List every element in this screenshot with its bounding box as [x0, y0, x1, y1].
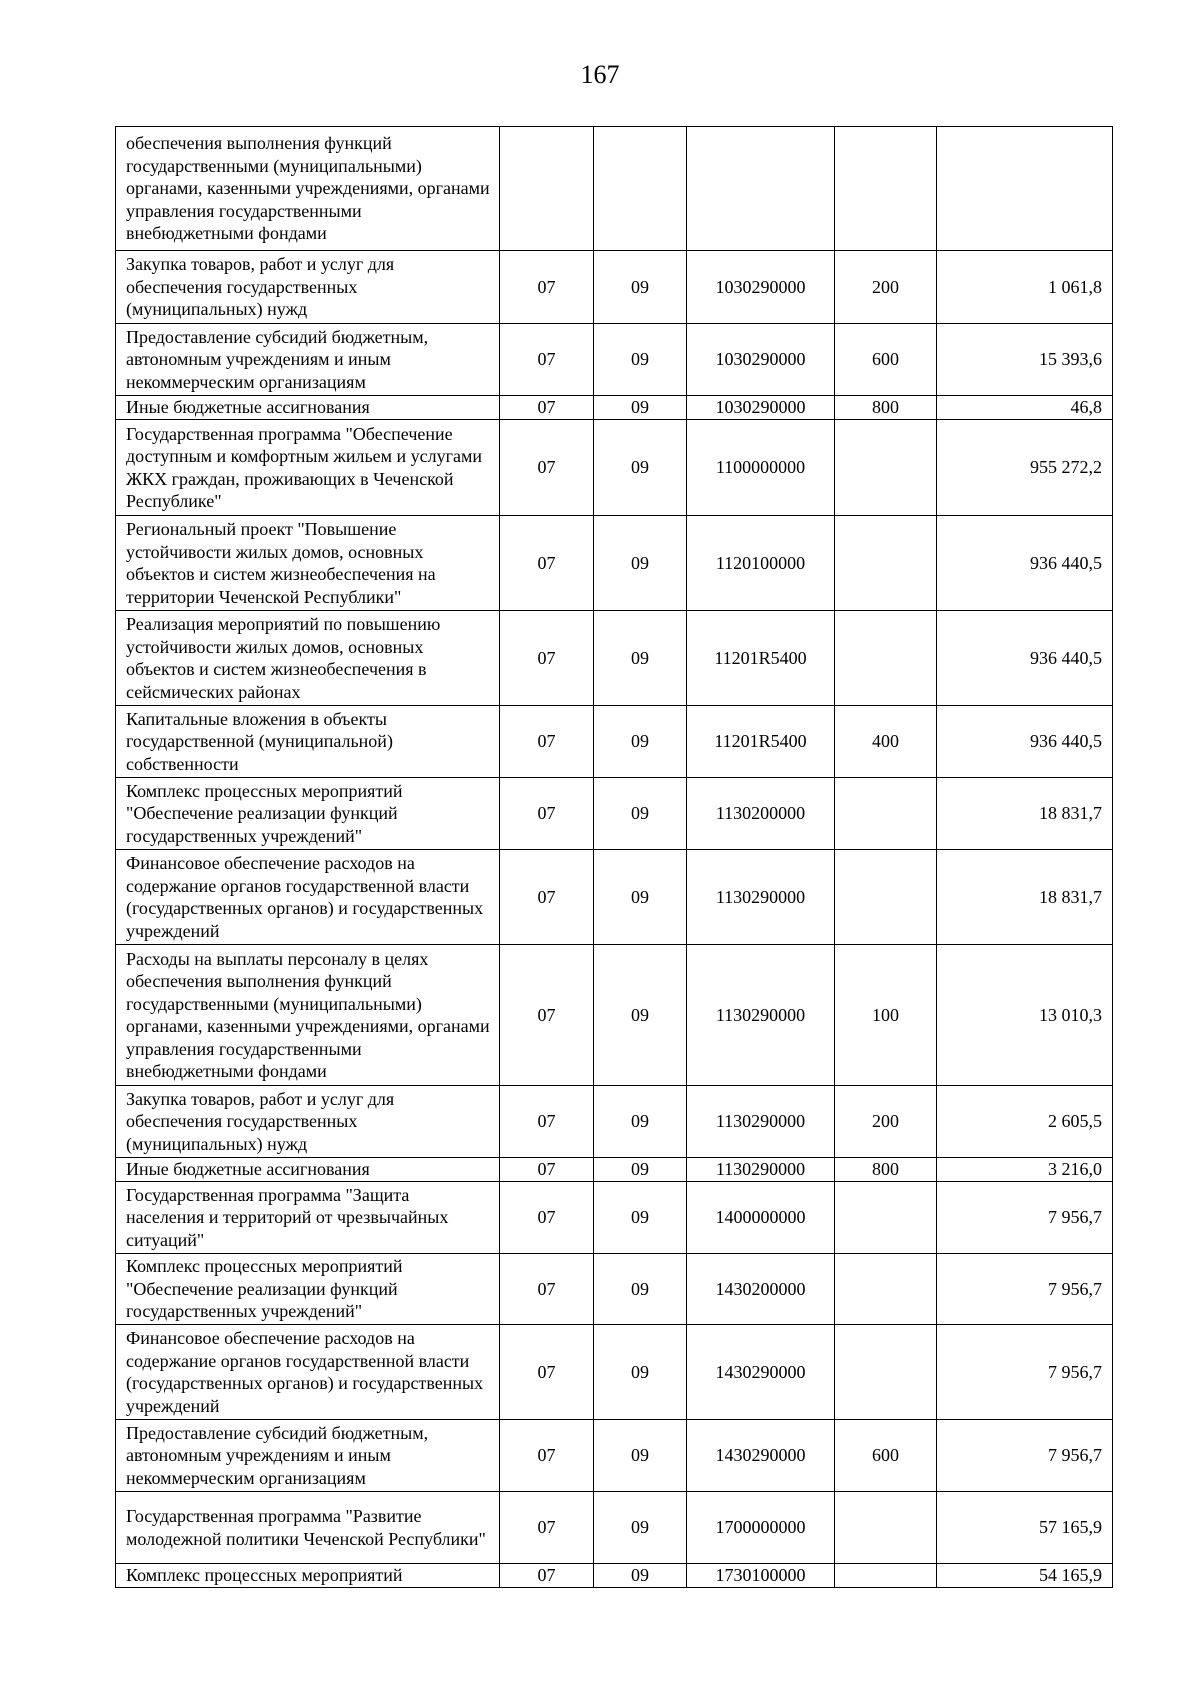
- row-expense-type: 600: [835, 324, 937, 396]
- row-subsection: 09: [594, 850, 687, 945]
- row-amount: 54 165,9: [937, 1564, 1113, 1588]
- table-row: [116, 1158, 1113, 1182]
- table-row: [116, 1420, 1113, 1492]
- row-section: 07: [500, 1492, 594, 1564]
- row-expense-type: 800: [835, 396, 937, 420]
- row-section: 07: [500, 945, 594, 1086]
- row-subsection: 09: [594, 706, 687, 778]
- row-name: Комплекс процессных мероприятий "Обеспечение реализации функций государственных учреждений": [116, 1254, 500, 1325]
- row-expense-type: [835, 850, 937, 945]
- table-row: [116, 1564, 1113, 1588]
- row-name: Капитальные вложения в объекты государственной (муниципальной) собственности: [116, 706, 500, 778]
- row-expense-type: 400: [835, 706, 937, 778]
- row-target-article: 1400000000: [687, 1182, 835, 1254]
- table-row: [116, 1086, 1113, 1158]
- table-row: [116, 251, 1113, 324]
- row-expense-type: [835, 1254, 937, 1325]
- row-expense-type: [835, 611, 937, 706]
- row-amount: 46,8: [937, 396, 1113, 420]
- row-expense-type: [835, 778, 937, 850]
- row-subsection: 09: [594, 1182, 687, 1254]
- row-target-article: 1700000000: [687, 1492, 835, 1564]
- row-amount: [937, 127, 1113, 251]
- row-target-article: 1100000000: [687, 420, 835, 516]
- row-subsection: 09: [594, 516, 687, 611]
- row-name: Комплекс процессных мероприятий "Обеспечение реализации функций государственных учреждений": [116, 778, 500, 850]
- row-expense-type: [835, 127, 937, 251]
- row-name: обеспечения выполнения функций государственными (муниципальными) органами, казенными учреждениями, органами управления государственными внебюджетными фондами: [116, 127, 500, 251]
- row-subsection: 09: [594, 1158, 687, 1182]
- table-row: [116, 1182, 1113, 1254]
- row-expense-type: [835, 1564, 937, 1588]
- table-row: [116, 706, 1113, 778]
- row-name: Расходы на выплаты персоналу в целях обеспечения выполнения функций государственными (муниципальными) органами, казенными учреждениями, органами управления государственными внебюджетными фондами: [116, 945, 500, 1086]
- row-name: Иные бюджетные ассигнования: [116, 396, 500, 420]
- row-section: 07: [500, 1086, 594, 1158]
- row-target-article: 1430200000: [687, 1254, 835, 1325]
- row-subsection: 09: [594, 1564, 687, 1588]
- budget-table-body: [116, 127, 1113, 1588]
- row-target-article: 1430290000: [687, 1325, 835, 1420]
- row-amount: 7 956,7: [937, 1254, 1113, 1325]
- row-amount: 7 956,7: [937, 1325, 1113, 1420]
- row-section: 07: [500, 611, 594, 706]
- row-section: 07: [500, 1325, 594, 1420]
- row-subsection: 09: [594, 1492, 687, 1564]
- table-row: [116, 611, 1113, 706]
- row-target-article: 1430290000: [687, 1420, 835, 1492]
- row-name: Реализация мероприятий по повышению устойчивости жилых домов, основных объектов и систем жизнеобеспечения в сейсмических районах: [116, 611, 500, 706]
- row-amount: 936 440,5: [937, 516, 1113, 611]
- row-amount: 57 165,9: [937, 1492, 1113, 1564]
- table-row: [116, 516, 1113, 611]
- row-section: 07: [500, 396, 594, 420]
- table-row: [116, 420, 1113, 516]
- row-amount: 936 440,5: [937, 611, 1113, 706]
- table-row: [116, 324, 1113, 396]
- row-section: 07: [500, 706, 594, 778]
- row-amount: 3 216,0: [937, 1158, 1113, 1182]
- table-row: [116, 1492, 1113, 1564]
- row-target-article: [687, 127, 835, 251]
- row-subsection: 09: [594, 396, 687, 420]
- budget-table: [115, 126, 1113, 1588]
- table-row: [116, 396, 1113, 420]
- row-subsection: 09: [594, 1254, 687, 1325]
- row-subsection: 09: [594, 420, 687, 516]
- row-section: 07: [500, 420, 594, 516]
- row-name: Предоставление субсидий бюджетным, автономным учреждениям и иным некоммерческим организациям: [116, 1420, 500, 1492]
- row-subsection: 09: [594, 945, 687, 1086]
- row-name: Предоставление субсидий бюджетным, автономным учреждениям и иным некоммерческим организациям: [116, 324, 500, 396]
- table-row: [116, 945, 1113, 1086]
- row-target-article: 11201R5400: [687, 706, 835, 778]
- row-subsection: 09: [594, 1420, 687, 1492]
- row-subsection: 09: [594, 1086, 687, 1158]
- row-section: 07: [500, 1564, 594, 1588]
- row-section: 07: [500, 1254, 594, 1325]
- row-target-article: 1730100000: [687, 1564, 835, 1588]
- row-section: 07: [500, 1420, 594, 1492]
- row-target-article: 1130290000: [687, 850, 835, 945]
- row-name: Комплекс процессных мероприятий: [116, 1564, 500, 1588]
- row-amount: 936 440,5: [937, 706, 1113, 778]
- row-target-article: 1130290000: [687, 1158, 835, 1182]
- row-expense-type: 600: [835, 1420, 937, 1492]
- row-amount: 955 272,2: [937, 420, 1113, 516]
- row-section: 07: [500, 324, 594, 396]
- row-target-article: 1030290000: [687, 324, 835, 396]
- row-expense-type: [835, 516, 937, 611]
- row-expense-type: [835, 1182, 937, 1254]
- row-target-article: 1130290000: [687, 945, 835, 1086]
- row-name: Государственная программа "Обеспечение доступным и комфортным жильем и услугами ЖКХ граждан, проживающих в Чеченской Республике": [116, 420, 500, 516]
- table-row: [116, 778, 1113, 850]
- row-section: 07: [500, 1182, 594, 1254]
- table-row: [116, 1254, 1113, 1325]
- row-amount: 15 393,6: [937, 324, 1113, 396]
- row-expense-type: 100: [835, 945, 937, 1086]
- row-section: 07: [500, 251, 594, 324]
- row-amount: 18 831,7: [937, 778, 1113, 850]
- row-target-article: 1130200000: [687, 778, 835, 850]
- page-number: 167: [580, 60, 620, 89]
- row-section: 07: [500, 1158, 594, 1182]
- row-target-article: 11201R5400: [687, 611, 835, 706]
- row-name: Иные бюджетные ассигнования: [116, 1158, 500, 1182]
- row-amount: 13 010,3: [937, 945, 1113, 1086]
- row-expense-type: [835, 420, 937, 516]
- row-subsection: 09: [594, 611, 687, 706]
- row-expense-type: 200: [835, 1086, 937, 1158]
- row-section: 07: [500, 850, 594, 945]
- row-name: Закупка товаров, работ и услуг для обеспечения государственных (муниципальных) нужд: [116, 1086, 500, 1158]
- row-expense-type: [835, 1325, 937, 1420]
- row-amount: 7 956,7: [937, 1420, 1113, 1492]
- row-target-article: 1030290000: [687, 251, 835, 324]
- row-section: 07: [500, 778, 594, 850]
- row-amount: 1 061,8: [937, 251, 1113, 324]
- table-row: [116, 850, 1113, 945]
- row-amount: 18 831,7: [937, 850, 1113, 945]
- row-expense-type: 800: [835, 1158, 937, 1182]
- table-row: [116, 1325, 1113, 1420]
- row-name: Финансовое обеспечение расходов на содержание органов государственной власти (государственных органов) и государственных учреждений: [116, 850, 500, 945]
- row-amount: 2 605,5: [937, 1086, 1113, 1158]
- row-section: [500, 127, 594, 251]
- row-target-article: 1030290000: [687, 396, 835, 420]
- row-expense-type: 200: [835, 251, 937, 324]
- row-amount: 7 956,7: [937, 1182, 1113, 1254]
- row-target-article: 1130290000: [687, 1086, 835, 1158]
- row-subsection: 09: [594, 1325, 687, 1420]
- table-row: [116, 127, 1113, 251]
- row-name: Государственная программа "Защита населения и территорий от чрезвычайных ситуаций": [116, 1182, 500, 1254]
- row-name: Закупка товаров, работ и услуг для обеспечения государственных (муниципальных) нужд: [116, 251, 500, 324]
- row-target-article: 1120100000: [687, 516, 835, 611]
- row-subsection: 09: [594, 778, 687, 850]
- row-subsection: 09: [594, 324, 687, 396]
- row-name: Финансовое обеспечение расходов на содержание органов государственной власти (государственных органов) и государственных учреждений: [116, 1325, 500, 1420]
- row-subsection: [594, 127, 687, 251]
- row-name: Государственная программа "Развитие молодежной политики Чеченской Республики": [116, 1492, 500, 1564]
- row-section: 07: [500, 516, 594, 611]
- row-name: Региональный проект "Повышение устойчивости жилых домов, основных объектов и систем жизнеобеспечения на территории Чеченской Республики": [116, 516, 500, 611]
- row-expense-type: [835, 1492, 937, 1564]
- row-subsection: 09: [594, 251, 687, 324]
